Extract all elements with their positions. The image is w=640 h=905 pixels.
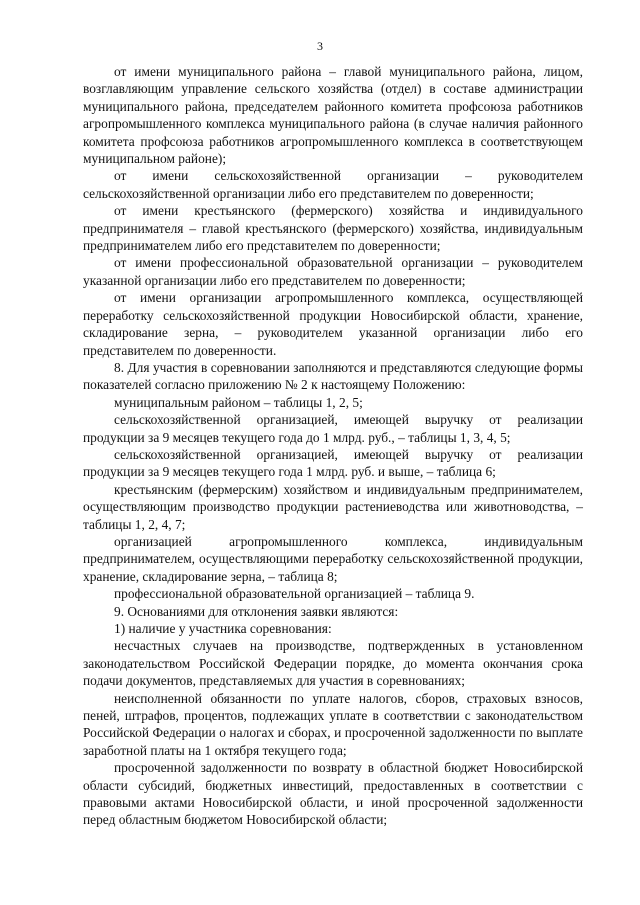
- paragraph: от имени муниципального района – главой муниципального района, лицом, возглавляющим управление сельского хозяйства (отдел) в составе администрации муниципального района, председателем районного комитета профсоюза работников агропромышленного комплекса муниципального района (в случае наличия районного комитета профсоюза работников агропромышленного комплекса в соответствующем муниципальном районе);: [83, 64, 583, 167]
- page-number: 3: [317, 39, 323, 53]
- paragraph: неисполненной обязанности по уплате налогов, сборов, страховых взносов, пеней, штрафов, процентов, подлежащих уплате в соответствии с законодательством Российской Федерации о налогах и сборах, и просроченной задолженности по выплате заработной платы на 1 октября текущего года;: [83, 690, 583, 758]
- document-body: [83, 63, 583, 829]
- paragraph: организацией агропромышленного комплекса, индивидуальным предпринимателем, осуществляющими переработку сельскохозяйственной продукции, хранение, складирование зерна, – таблица 8;: [83, 533, 583, 584]
- paragraph: от имени профессиональной образовательной организации – руководителем указанной организации либо его представителем по доверенности;: [83, 255, 583, 288]
- paragraph: сельскохозяйственной организацией, имеющей выручку от реализации продукции за 9 месяцев текущего года 1 млрд. руб. и выше, – таблица 6;: [83, 446, 583, 480]
- paragraph: 9. Основаниями для отклонения заявки являются:: [114, 603, 399, 619]
- paragraph: 1) наличие у участника соревнования:: [114, 621, 332, 636]
- paragraph: от имени крестьянского (фермерского) хозяйства и индивидуального предпринимателя – главой крестьянского (фермерского) хозяйства, индивидуальным предпринимателем либо его представителем по доверенности;: [83, 203, 583, 254]
- paragraph: крестьянским (фермерским) хозяйством и индивидуальным предпринимателем, осуществляющим производство продукции растениеводства или животноводства, – таблицы 1, 2, 4, 7;: [83, 481, 583, 532]
- paragraph: профессиональной образовательной организацией – таблица 9.: [114, 586, 475, 602]
- paragraph: сельскохозяйственной организацией, имеющей выручку от реализации продукции за 9 месяцев текущего года до 1 млрд. руб., – таблицы 1, 3, 4, 5;: [83, 412, 583, 445]
- paragraph: от имени организации агропромышленного комплекса, осуществляющей переработку сельскохозяйственной продукции Новосибирской области, хранение, складирование зерна, – руководителем указанной организации либо его представителем по доверенности.: [83, 290, 583, 358]
- paragraph: несчастных случаев на производстве, подтвержденных в установленном законодательством Российской Федерации порядке, до момента окончания срока подачи документов, представляемых для участия в соревнованиях;: [83, 638, 583, 689]
- paragraph: просроченной задолженности по возврату в областной бюджет Новосибирской области субсидий, бюджетных инвестиций, предоставленных в соответствии с правовыми актами Новосибирской области, и иной просроченной задолженности перед областным бюджетом Новосибирской области;: [83, 760, 583, 828]
- paragraph: муниципальным районом – таблицы 1, 2, 5;: [114, 394, 363, 410]
- paragraph: от имени сельскохозяйственной организации – руководителем сельскохозяйственной организации либо его представителем по доверенности;: [83, 168, 583, 201]
- paragraph: 8. Для участия в соревновании заполняются и представляются следующие формы показателей согласно приложению № 2 к настоящему Положению:: [83, 359, 583, 393]
